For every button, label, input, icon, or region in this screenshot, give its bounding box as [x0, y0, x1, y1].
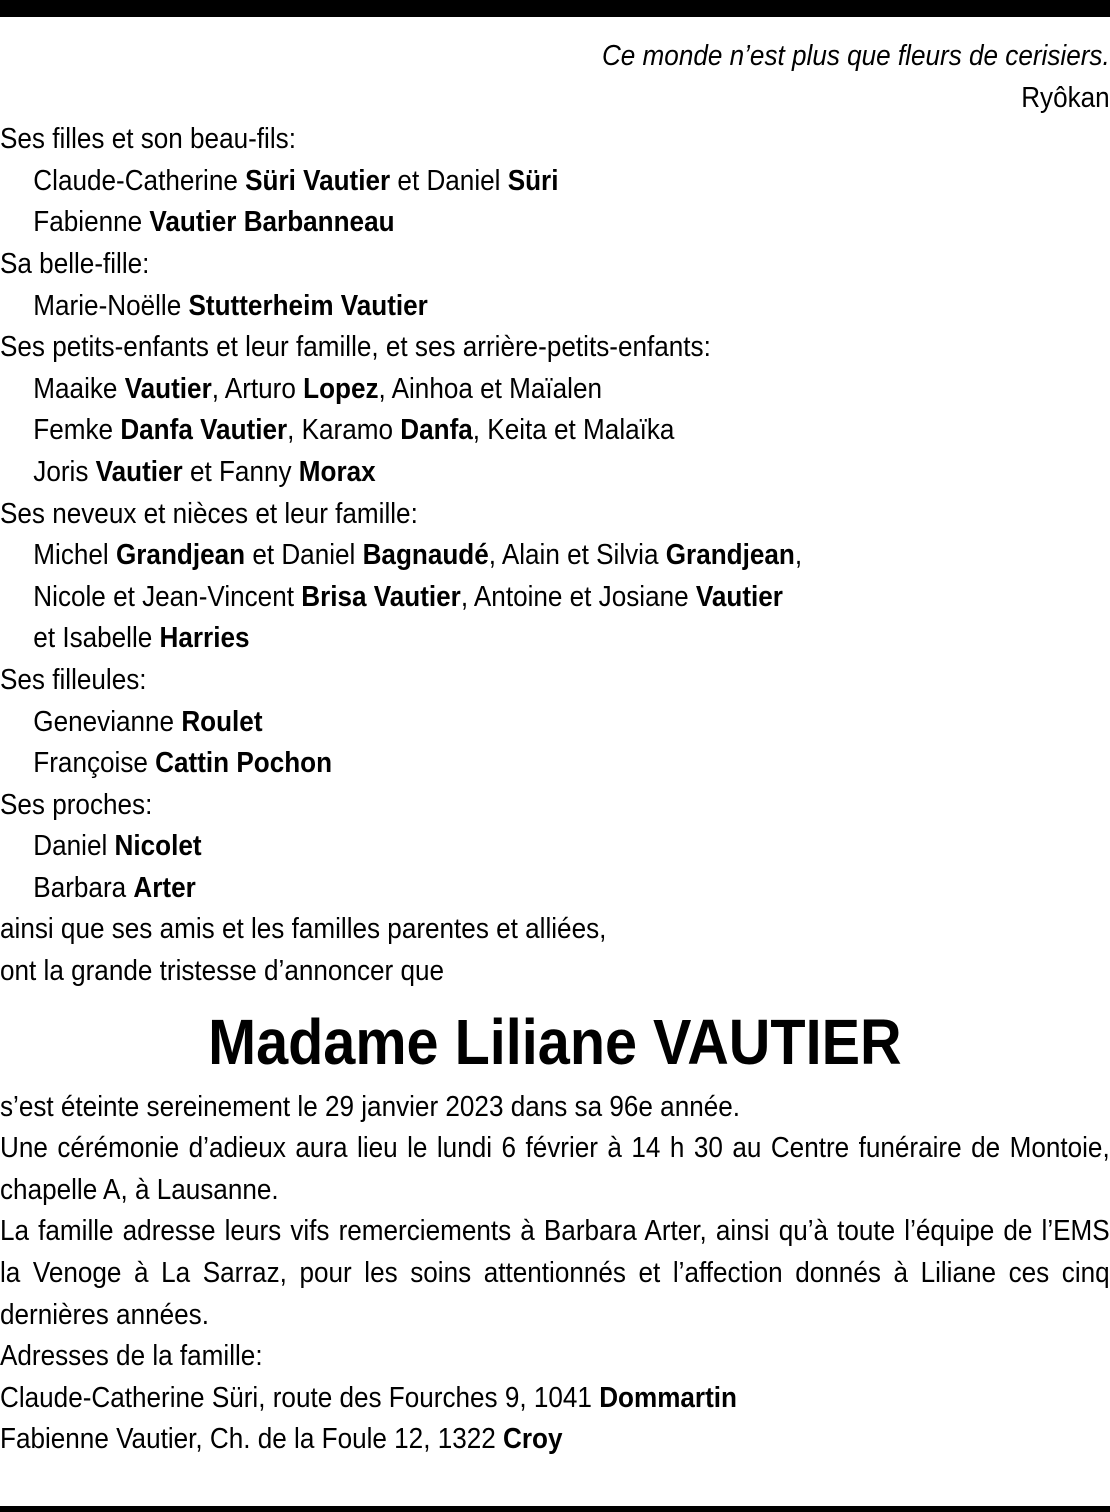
family-surname: Brisa Vautier [301, 580, 461, 613]
family-given-text: , Alain et Silvia [488, 539, 666, 572]
family-surname: Morax [298, 455, 376, 488]
bottom-rule [0, 1506, 1110, 1512]
family-given-text: Nicole et Jean-Vincent [33, 580, 302, 613]
family-group-heading: ont la grande tristesse d’annoncer que [0, 955, 444, 988]
family-member-line [0, 410, 1110, 452]
epigraph [0, 36, 1110, 119]
family-surname: Vautier [95, 455, 183, 488]
family-member-line [0, 286, 1110, 328]
family-given-text: et Daniel [245, 539, 363, 572]
address-1-locality: Dommartin [599, 1381, 737, 1414]
addresses-heading: Adresses de la famille: [0, 1340, 263, 1373]
family-given-text: Joris [33, 455, 96, 488]
family-group-heading: Sa belle-fille: [0, 247, 150, 280]
family-given-text: et Daniel [390, 164, 508, 197]
family-surname: Stutterheim Vautier [188, 289, 428, 322]
family-surname: Süri Vautier [245, 164, 391, 197]
family-surname: Nicolet [114, 830, 202, 863]
family-address-1 [0, 1378, 1110, 1420]
family-given-text: Françoise [33, 747, 156, 780]
deceased-name: Madame Liliane VAUTIER [208, 1005, 902, 1078]
family-given-text: Maaike [33, 372, 125, 405]
family-member-line [0, 702, 1110, 744]
family-given-text: Fabienne [33, 206, 150, 239]
obituary-content [0, 36, 1110, 1461]
family-surname: Grandjean [665, 539, 795, 572]
family-member-line [0, 826, 1110, 868]
family-address-2 [0, 1419, 1110, 1461]
family-group-heading: Ses proches: [0, 788, 153, 821]
family-surname: Lopez [303, 372, 379, 405]
top-rule [0, 0, 1110, 17]
family-member-line [0, 743, 1110, 785]
family-surname: Cattin Pochon [155, 747, 333, 780]
address-2-locality: Croy [503, 1423, 563, 1456]
family-member-line [0, 618, 1110, 660]
family-surname: Harries [159, 622, 250, 655]
family-given-text: Daniel [33, 830, 115, 863]
family-given-text: Barbara [33, 871, 134, 904]
address-2-text: Fabienne Vautier, Ch. de la Foule 12, 1322 [0, 1423, 504, 1456]
family-given-text: Claude-Catherine [33, 164, 246, 197]
family-given-text: , Ainhoa et Maïalen [378, 372, 603, 405]
family-surname: Vautier Barbanneau [149, 206, 395, 239]
family-given-text: , Keita et Malaïka [472, 414, 675, 447]
epigraph-quote: Ce monde n’est plus que fleurs de cerisiers. [601, 40, 1110, 72]
family-member-line [0, 868, 1110, 910]
family-surname: Süri [507, 164, 559, 197]
family-given-text: et Fanny [182, 455, 299, 488]
family-surname: Grandjean [115, 539, 246, 572]
family-member-line [0, 202, 1110, 244]
thanks-paragraph: La famille adresse leurs vifs remerciements à Barbara Arter, ainsi qu’à toute l’équipe de l’EMS la Venoge à La Sarraz, pour les soins attentionnés et l’affection donnés à Liliane ces cinq dernières années. [0, 1215, 1110, 1331]
death-line: s’est éteinte sereinement le 29 janvier 2023 dans sa 96e année. [0, 1090, 741, 1123]
family-given-text: Marie-Noëlle [33, 289, 189, 322]
family-group-heading: Ses filleules: [0, 663, 147, 696]
family-member-line [0, 577, 1110, 619]
family-surname: Roulet [181, 705, 263, 738]
family-given-text: Michel [33, 539, 116, 572]
family-given-text: , [794, 539, 803, 572]
family-given-text: et Isabelle [33, 622, 160, 655]
family-list [0, 119, 1110, 992]
family-member-line [0, 369, 1110, 411]
ceremony-paragraph: Une cérémonie d’adieux aura lieu le lundi 6 février à 14 h 30 au Centre funéraire de Montoie, chapelle A, à Lausanne. [0, 1132, 1110, 1206]
family-given-text: Femke [33, 414, 121, 447]
epigraph-author: Ryôkan [1021, 81, 1110, 114]
family-member-line [0, 452, 1110, 494]
family-group-heading: Ses petits-enfants et leur famille, et ses arrière-petits-enfants: [0, 331, 711, 364]
family-member-line [0, 535, 1110, 577]
family-given-text: , Antoine et Josiane [460, 580, 696, 613]
family-group-heading: ainsi que ses amis et les familles parentes et alliées, [0, 913, 607, 946]
address-1-text: Claude-Catherine Süri, route des Fourches 9, 1041 [0, 1381, 600, 1414]
family-surname: Vautier [124, 372, 212, 405]
family-surname: Vautier [695, 580, 783, 613]
family-member-line [0, 161, 1110, 203]
family-surname: Arter [133, 871, 196, 904]
family-group-heading: Ses filles et son beau-fils: [0, 123, 296, 156]
family-group-heading: Ses neveux et nièces et leur famille: [0, 497, 418, 530]
family-surname: Danfa [400, 414, 473, 447]
family-given-text: Genevianne [33, 705, 182, 738]
family-given-text: , Karamo [287, 414, 401, 447]
family-given-text: , Arturo [211, 372, 304, 405]
family-surname: Danfa Vautier [120, 414, 288, 447]
family-surname: Bagnaudé [362, 539, 489, 572]
